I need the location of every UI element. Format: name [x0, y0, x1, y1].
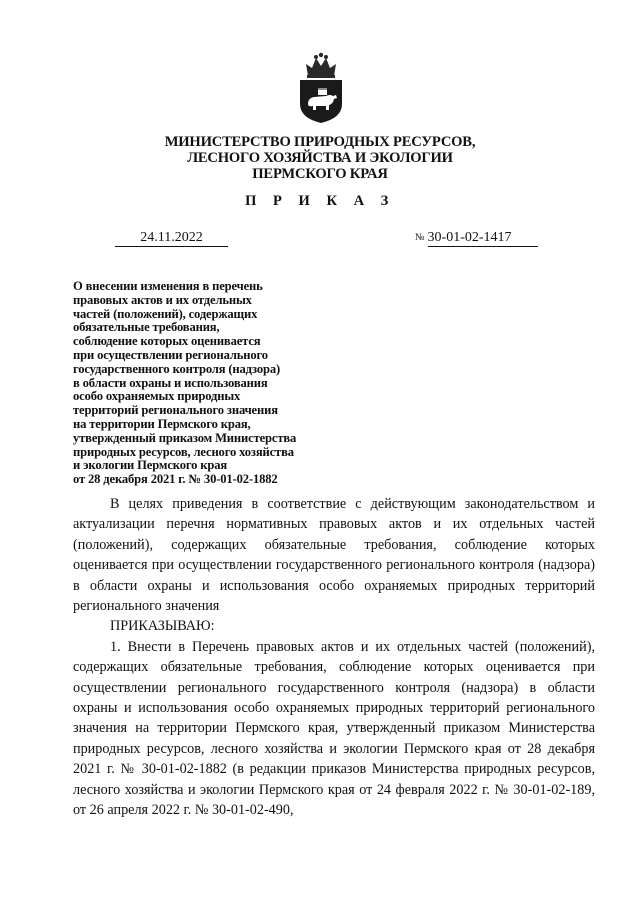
preamble-paragraph: В целях приведения в соответствие с действующим законодательством и актуализации перечня нормативных правовых актов и их отдельных частей (положений), содержащих обязательные требования, соблюдение которых оценивается при осуществлении государственного регионального контроля (надзора) в области охраны и использования особо охраняемых природных территорий регионального значения — [73, 496, 595, 615]
subject-line: О внесении изменения в перечень — [73, 279, 263, 293]
subject-line: особо охраняемых природных — [73, 389, 241, 404]
order-number: 30-01-02-1417 — [428, 229, 538, 247]
document-type-title: П Р И К А З — [245, 193, 395, 209]
number-sign: № — [415, 232, 425, 243]
subject-line: природных ресурсов, лесного хозяйства — [73, 444, 294, 459]
subject-line: в области охраны и использования — [73, 375, 268, 390]
subject-line: соблюдение которых оценивается — [73, 334, 261, 349]
item-1-paragraph: 1. Внести в Перечень правовых актов и их отдельных частей (положений), содержащих обязательные требования, соблюдение которых оценивается при осуществлении регионального государственного контроля (надзора) в области охраны и использования особо охраняемых природных территорий регионального значения на территории Пермского края, утвержденный приказом Министерства природных ресурсов, лесного хозяйства и экологии Пермского края от 28 декабря 2021 г. № 30-01-02-1882 (в редакции приказов Министерства природных ресурсов, лесного хозяйства и экологии Пермского края от 24 февраля 2022 г. № 30-01-02-189, от 26 апреля 2022 г. № 30-01-02-490, — [73, 638, 595, 819]
ministry-line-3: ПЕРМСКОГО КРАЯ — [252, 166, 388, 182]
order-body — [73, 494, 595, 821]
order-number-block — [415, 229, 538, 247]
subject-line: обязательные требования, — [73, 320, 220, 335]
subject-line: от 28 декабря 2021 г. № 30-01-02-1882 — [73, 472, 278, 487]
order-subject — [73, 280, 363, 487]
subject-line: на территории Пермского края, — [73, 416, 251, 431]
subject-line: частей (положений), содержащих — [73, 306, 258, 321]
subject-line: при осуществлении регионального — [73, 347, 268, 362]
ministry-line-1: МИНИСТЕРСТВО ПРИРОДНЫХ РЕСУРСОВ, — [164, 134, 476, 150]
subject-line: правовых актов и их отдельных — [73, 292, 252, 307]
subject-line: территорий регионального значения — [73, 403, 278, 418]
subject-line: утвержденный приказом Министерства — [73, 430, 297, 445]
coat-of-arms-icon — [296, 52, 346, 124]
subject-line: государственного контроля (надзора) — [73, 361, 281, 376]
order-date: 24.11.2022 — [115, 229, 228, 247]
order-word: ПРИКАЗЫВАЮ: — [110, 618, 215, 635]
ministry-line-2: ЛЕСНОГО ХОЗЯЙСТВА И ЭКОЛОГИИ — [187, 150, 453, 166]
subject-line: и экологии Пермского края — [73, 458, 228, 473]
ministry-name — [100, 134, 540, 182]
